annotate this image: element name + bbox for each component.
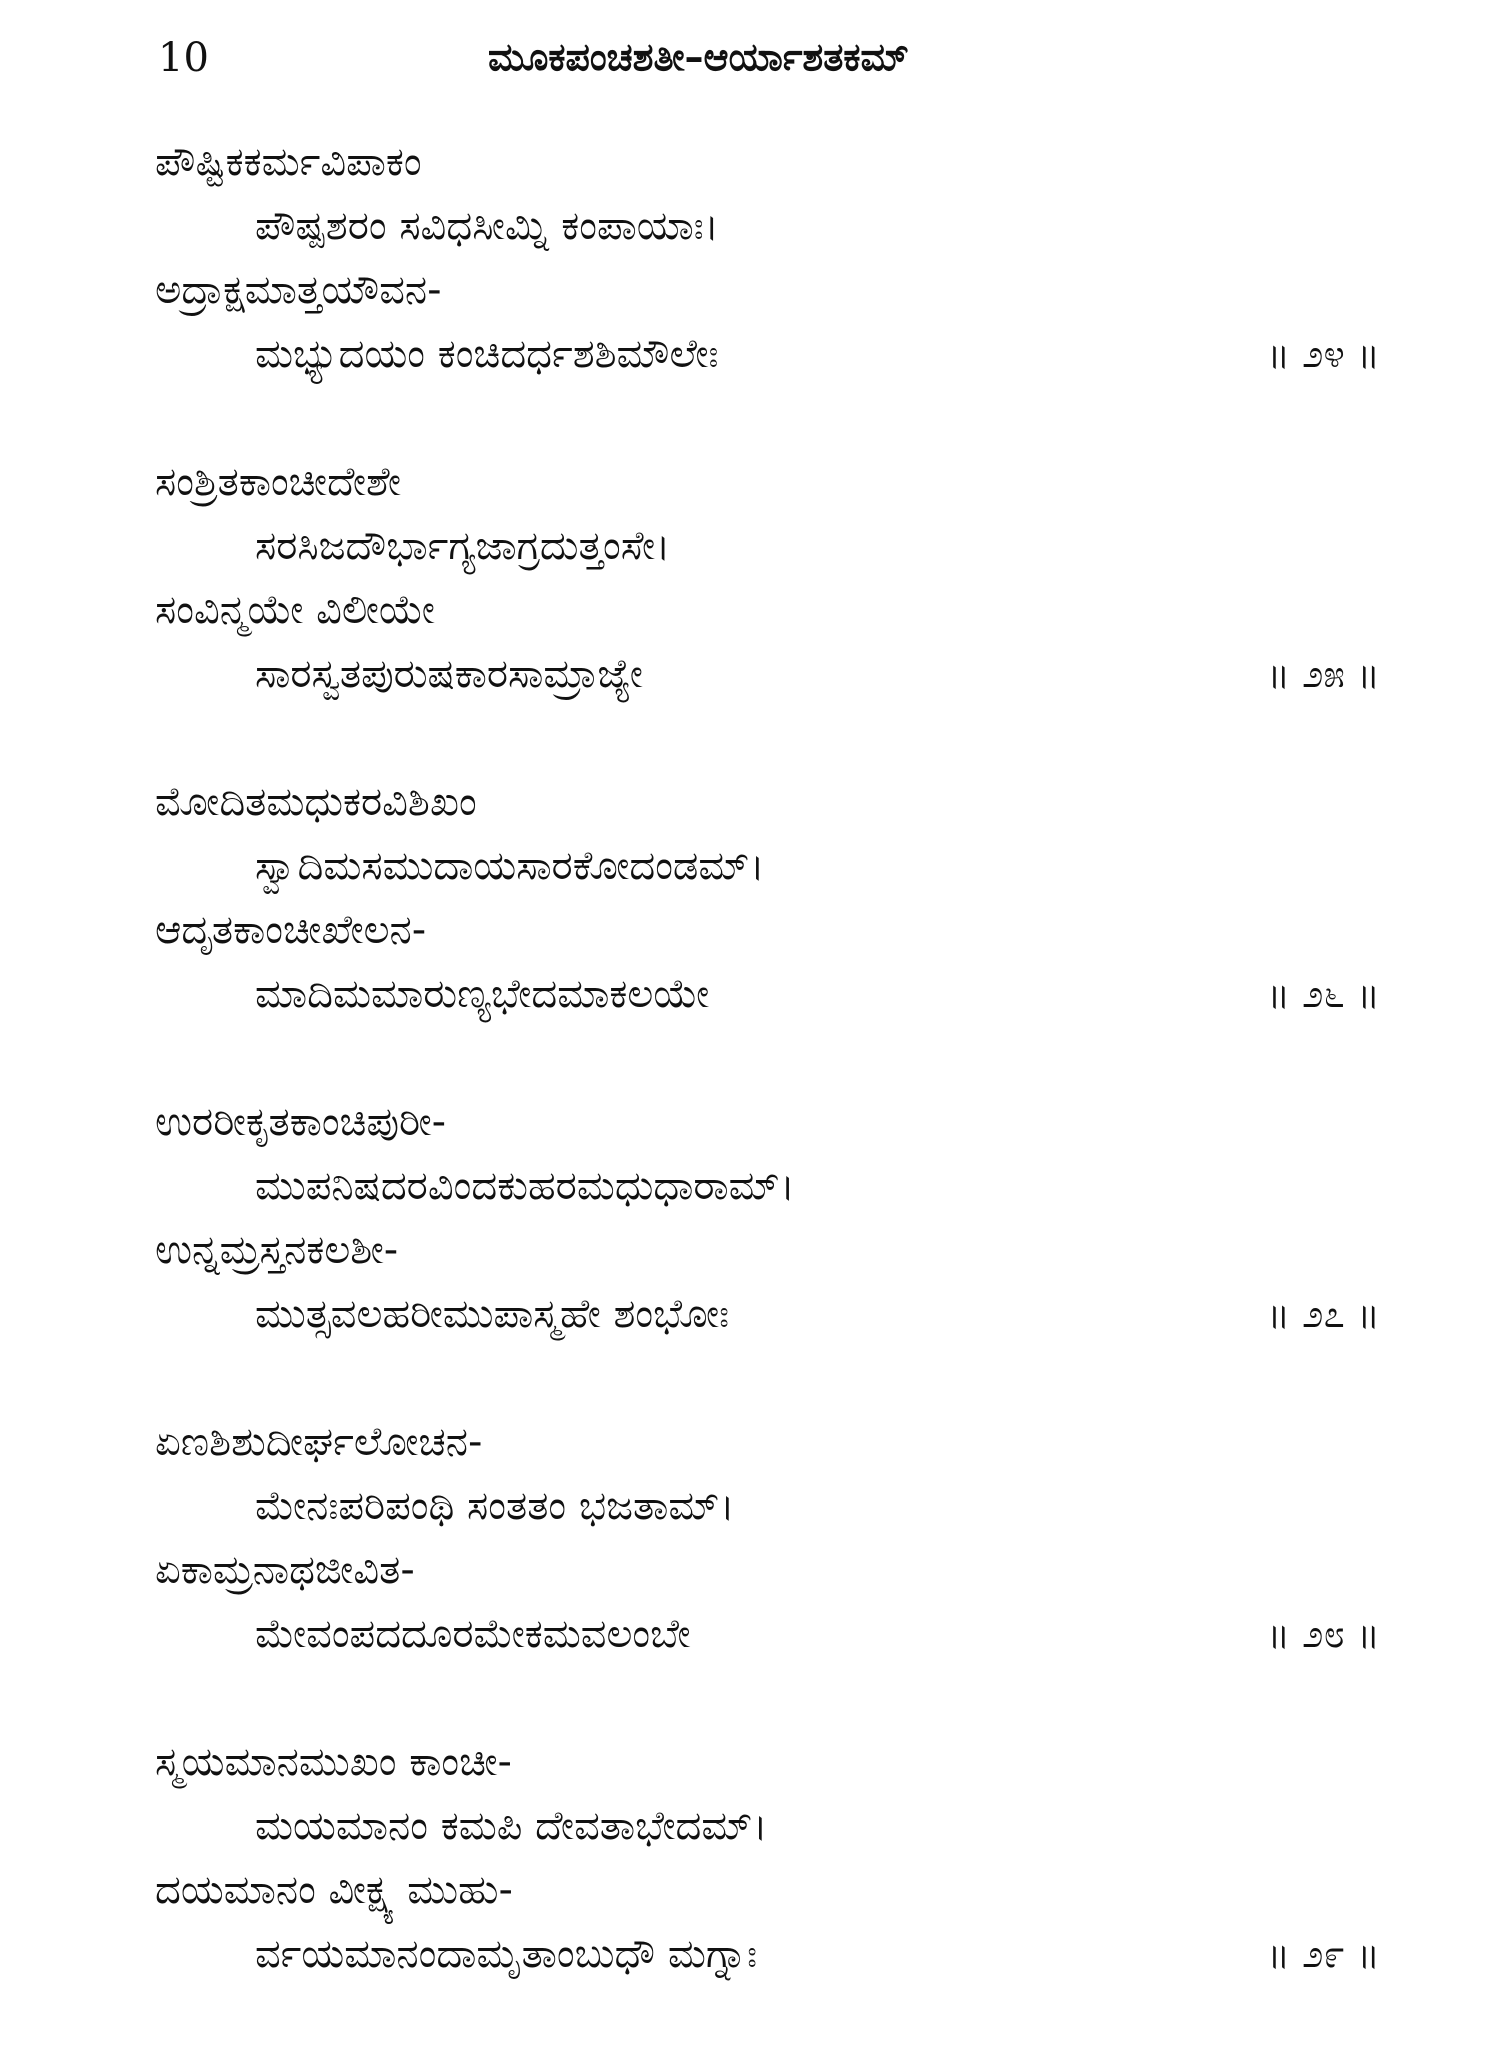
- verse-number: ॥ ೨೭ ॥: [1266, 1292, 1380, 1336]
- verse-line: ಸ್ಮಯಮಾನಮುಖಂ ಕಾಂಚೀ-: [155, 1739, 512, 1785]
- page-number: 10: [158, 35, 209, 81]
- verse-number: ॥ ೨೬ ॥: [1266, 972, 1380, 1016]
- verse-24: [155, 130, 1380, 450]
- verse-line: ಮಭ್ಯುದಯಂ ಕಂಚಿದರ್ಧಶಶಿಮೌಲೇಃ: [255, 331, 719, 377]
- verse-line: ಉರರೀಕೃತಕಾಂಚಿಪುರೀ-: [155, 1099, 447, 1145]
- verse-number: ॥ ೨೮ ॥: [1266, 1612, 1380, 1656]
- verse-line: ಏಕಾಮ್ರನಾಥಜೀವಿತ-: [155, 1547, 415, 1593]
- verse-line: ಮಾದಿಮಮಾರುಣ್ಯಭೇದಮಾಕಲಯೇ: [255, 971, 710, 1017]
- verse-line: ಪೌಷ್ಪಶರಂ ಸವಿಧಸೀಮ್ನಿ ಕಂಪಾಯಾಃ।: [255, 203, 719, 249]
- verse-27: [155, 1090, 1380, 1410]
- verse-25: [155, 450, 1380, 770]
- verse-line: ಮುತ್ಸವಲಹರೀಮುಪಾಸ್ಮಹೇ ಶಂಭೋಃ: [255, 1291, 730, 1337]
- verse-line: ಮೋದಿತಮಧುಕರವಿಶಿಖಂ: [155, 779, 477, 825]
- verse-line: ಮಯಮಾನಂ ಕಮಪಿ ದೇವತಾಭೇದಮ್।: [255, 1803, 768, 1849]
- verse-29: [155, 1730, 1380, 2050]
- verse-28: [155, 1410, 1380, 1730]
- verse-line: ಸಂಶ್ರಿತಕಾಂಚೀದೇಶೇ: [155, 459, 402, 505]
- verse-line: ಮೇವಂಪದದೂರಮೇಕಮವಲಂಬೇ: [255, 1611, 691, 1657]
- verse-line: ಏಣಶಿಶುದೀರ್ಘಲೋಚನ-: [155, 1419, 483, 1465]
- verse-line: ಮೇನಃಪರಿಪಂಥಿ ಸಂತತಂ ಭಜತಾಮ್।: [255, 1483, 735, 1529]
- verse-line: ಮುಪನಿಷದರವಿಂದಕುಹರಮಧುಧಾರಾಮ್।: [255, 1163, 795, 1209]
- running-title: ಮೂಕಪಂಚಶತೀ–ಆರ್ಯಾಶತಕಮ್: [488, 35, 909, 79]
- verse-line: ರ್ವಯಮಾನಂದಾಮೃತಾಂಬುಧೌ ಮಗ್ನಾಃ: [255, 1931, 758, 1977]
- verse-list: [155, 130, 1380, 2050]
- verse-number: ॥ ೨೪ ॥: [1266, 332, 1380, 376]
- verse-line: ಪೌಷ್ಟಿಕಕರ್ಮವಿಪಾಕಂ: [155, 139, 422, 185]
- verse-number: ॥ ೨೯ ॥: [1266, 1932, 1380, 1976]
- verse-line: ಸ್ವಾದಿಮಸಮುದಾಯಸಾರಕೋದಂಡಮ್।: [255, 843, 765, 889]
- verse-26: [155, 770, 1380, 1090]
- verse-line: ಸರಸಿಜದೌರ್ಭಾಗ್ಯಜಾಗ್ರದುತ್ತಂಸೇ।: [255, 523, 671, 569]
- verse-line: ಉನ್ನಮ್ರಸ್ತನಕಲಶೀ-: [155, 1227, 399, 1273]
- verse-line: ಸಾರಸ್ವತಪುರುಷಕಾರಸಾಮ್ರಾಜ್ಯೇ: [255, 651, 643, 697]
- verse-line: ಸಂವಿನ್ಮಯೇ ವಿಲೀಯೇ: [155, 587, 435, 633]
- verse-line: ಆದೃತಕಾಂಚೀಖೇಲನ-: [155, 907, 427, 953]
- verse-number: ॥ ೨೫ ॥: [1266, 652, 1380, 696]
- verse-line: ದಯಮಾನಂ ವೀಕ್ಷ್ಯ ಮುಹು-: [155, 1867, 513, 1913]
- verse-line: ಅದ್ರಾಕ್ಷಮಾತ್ತಯೌವನ-: [155, 267, 442, 313]
- page-header: [158, 35, 1350, 95]
